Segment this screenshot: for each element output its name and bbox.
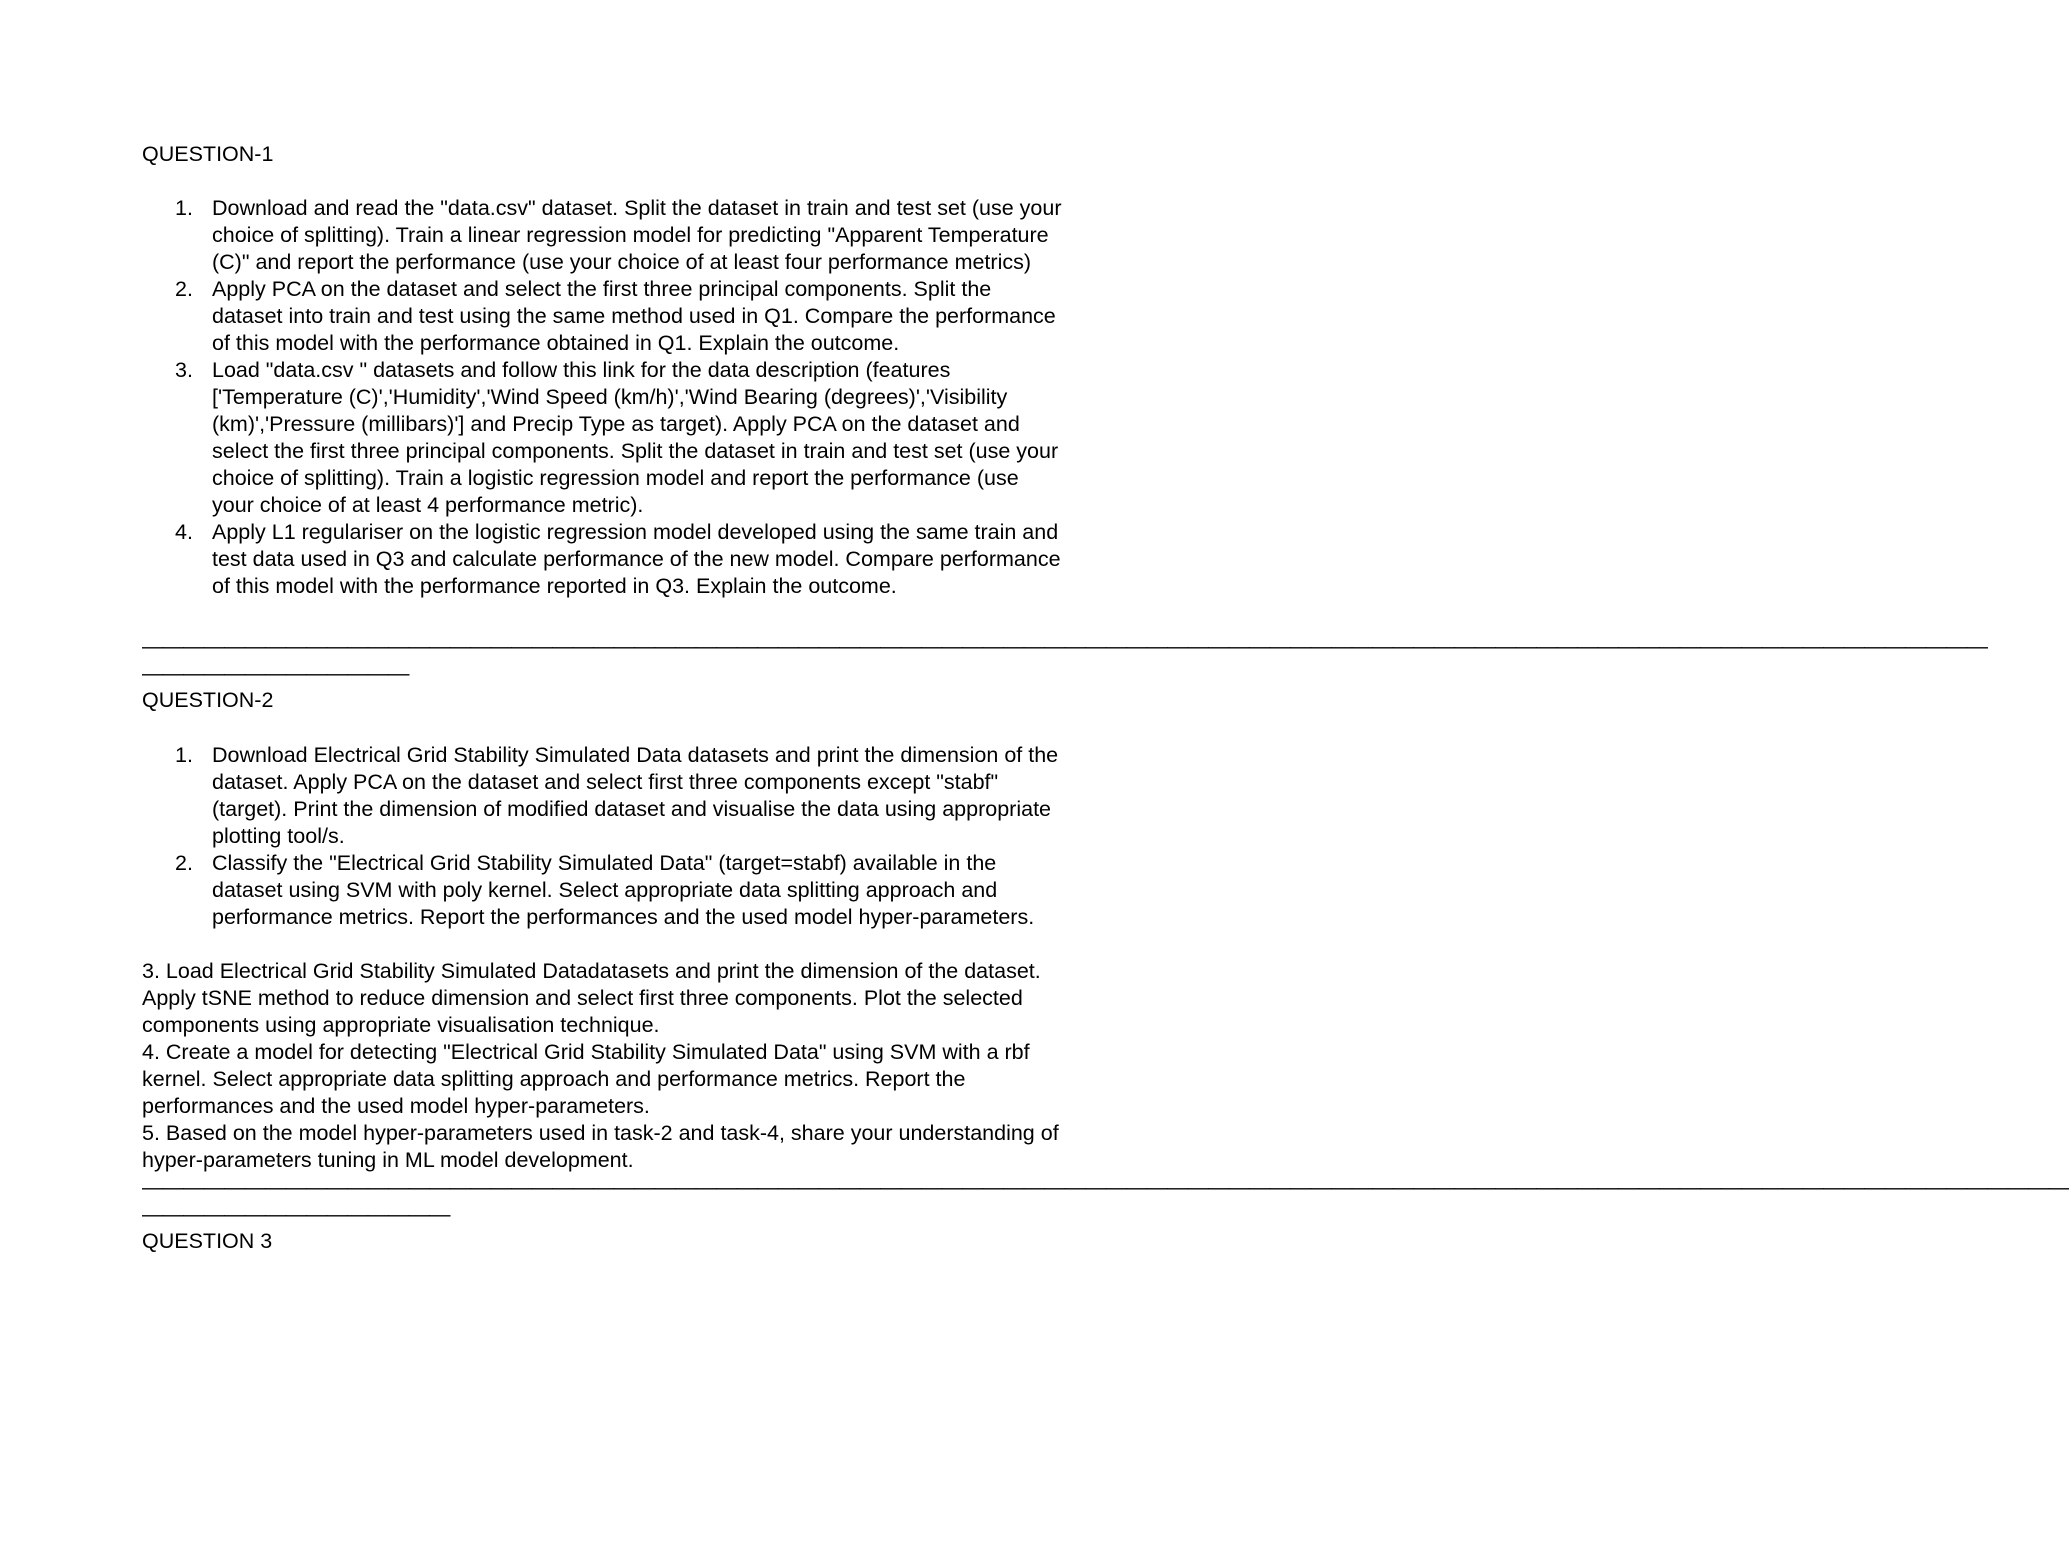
separator-line-continued: —————————————: [142, 661, 409, 685]
list-item: [142, 276, 1062, 357]
list-item-number: 4.: [175, 520, 193, 544]
separator-line-continued: ———————————————: [142, 1202, 450, 1226]
list-item: [142, 195, 1062, 276]
list-item: [142, 742, 1062, 850]
list-item-number: 2.: [175, 851, 193, 875]
spacer: [142, 714, 1062, 742]
list-item: [142, 357, 1062, 519]
task-3-paragraph: 3. Load Electrical Grid Stability Simulated Datadatasets and print the dimension of the dataset. Apply tSNE method to reduce dimension and select first three components. Plot the selected components using appropriate visualisation technique.: [142, 959, 1041, 1037]
task-5-paragraph: 5. Based on the model hyper-parameters used in task-2 and task-4, share your understanding of hyper-parameters tuning in ML model development.: [142, 1121, 1059, 1172]
list-item-text: Download and read the "data.csv" dataset. Split the dataset in train and test set (use your choice of splitting). Train a linear regression model for predicting "Apparent Temperature (C)" and report the performance (use your choice of at least four performance metrics): [212, 196, 1062, 274]
list-item-text: Classify the "Electrical Grid Stability Simulated Data" (target=stabf) available in the dataset using SVM with poly kernel. Select appropriate data splitting approach and performance metrics. Report the performances and the used model hyper-parameters.: [212, 851, 1035, 929]
question-2-list: [142, 742, 1062, 931]
list-item-number: 1.: [175, 196, 193, 220]
question-2-heading: QUESTION-2: [142, 688, 274, 712]
question-1-list: [142, 195, 1062, 600]
question-1-heading: QUESTION-1: [142, 142, 274, 166]
list-item-number: 1.: [175, 743, 193, 767]
list-item-text: Apply L1 regulariser on the logistic regression model developed using the same train and test data used in Q3 and calculate performance of the new model. Compare performance of this model with the performance reported in Q3. Explain the outcome.: [212, 520, 1061, 598]
list-item-number: 3.: [175, 358, 193, 382]
list-item-text: Download Electrical Grid Stability Simulated Data datasets and print the dimension of the dataset. Apply PCA on the dataset and select first three components except "stabf" (target). Print the dimension of modified dataset and visualise the data using appropriate plotting tool/s.: [212, 743, 1059, 848]
spacer: [142, 600, 1062, 627]
list-item: [142, 519, 1062, 600]
separator-line: ——————————————————————————————————————————————————————————————————————————————————————————————: [142, 1175, 2069, 1199]
separator-line: ——————————————————————————————————————————————————————————————————————————————————————————: [142, 634, 1987, 658]
list-item-text: Apply PCA on the dataset and select the first three principal components. Split the dataset into train and test using the same method used in Q1. Compare the performance of this model with the performance obtained in Q1. Explain the outcome.: [212, 277, 1056, 355]
document-page: [142, 141, 2069, 1255]
task-4-paragraph: 4. Create a model for detecting "Electrical Grid Stability Simulated Data" using SVM with a rbf kernel. Select appropriate data splitting approach and performance metrics. Report the performances and the used model hyper-parameters.: [142, 1040, 1030, 1118]
list-item: [142, 850, 1062, 931]
question-3-heading: QUESTION 3: [142, 1229, 273, 1253]
spacer: [142, 168, 1062, 195]
list-item-text: Load "data.csv " datasets and follow this link for the data description (features ['Temperature (C)','Humidity','Wind Speed (km/h)','Wind Bearing (degrees)','Visibility (km)','Pressure (millibars)'] and Precip Type as target). Apply PCA on the dataset and select the first three principal components. Split the dataset in train and test set (use your choice of splitting). Train a logistic regression model and report the performance (use your choice of at least 4 performance metric).: [212, 358, 1059, 517]
spacer: [142, 931, 1062, 958]
list-item-number: 2.: [175, 277, 193, 301]
